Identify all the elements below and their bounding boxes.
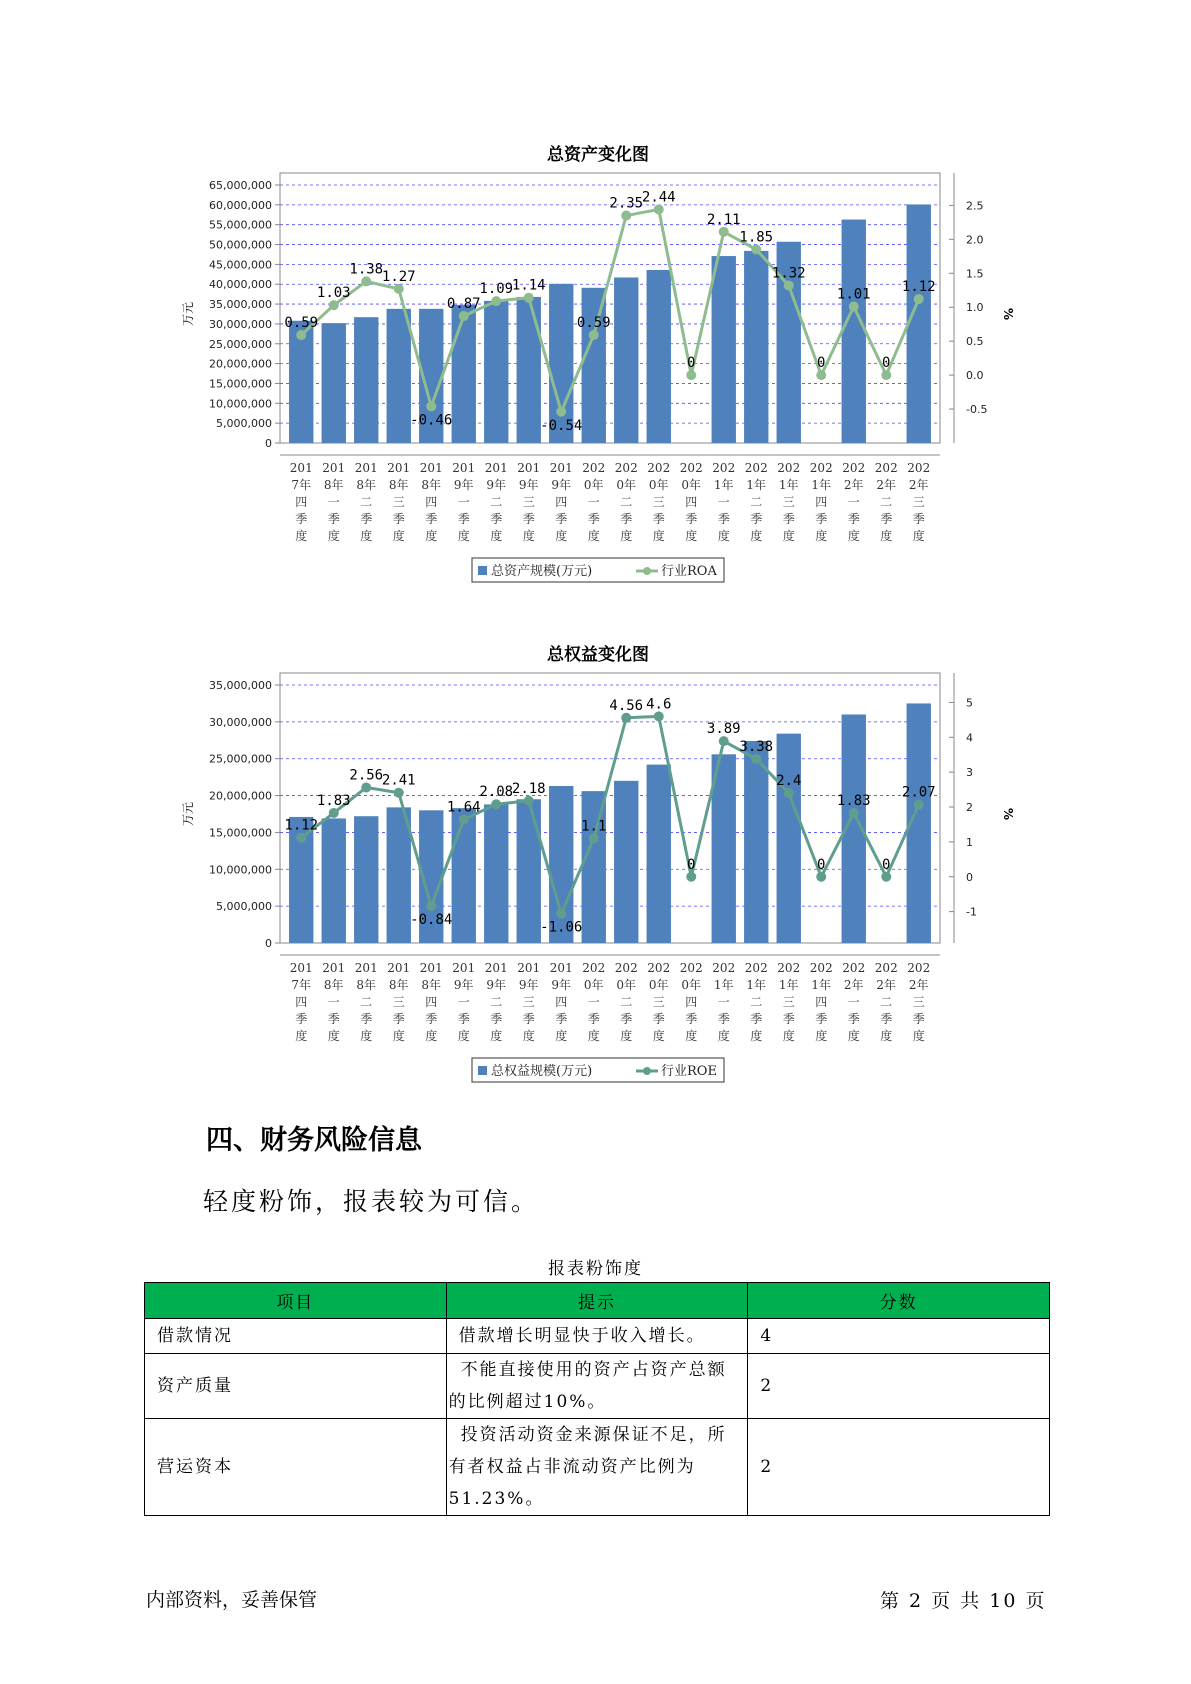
line-point <box>524 796 534 806</box>
x-tick-label <box>810 461 833 543</box>
footer-page-number: 第 2 页 共 10 页 <box>880 1590 1047 1612</box>
total-equity-chart-svg <box>0 630 1191 1100</box>
x-tick-label <box>517 461 540 543</box>
x-tick-label <box>485 961 508 1043</box>
x-tick-label <box>647 461 670 543</box>
line-point <box>589 330 599 340</box>
y-tick-label: 30,000,000 <box>209 317 272 331</box>
x-tick-label <box>582 961 605 1043</box>
legend-line-label: 行业ROA <box>661 564 717 579</box>
row-score: 4 <box>748 1319 1050 1354</box>
y2-tick-label: 0.0 <box>966 369 984 383</box>
x-tick-label <box>582 461 605 543</box>
data-label: 1.03 <box>316 285 351 302</box>
x-tick-label <box>842 961 865 1043</box>
y-tick-label: 0 <box>265 437 272 450</box>
y2-tick-label: 1.5 <box>966 267 984 281</box>
y-tick-label: 30,000,000 <box>209 715 272 729</box>
bar <box>744 741 768 943</box>
y2-tick-label: 2.5 <box>966 199 984 213</box>
plot-frame <box>280 173 940 443</box>
x-tick-label <box>387 961 410 1043</box>
data-label: -1.06 <box>540 919 583 936</box>
y-tick-label: 20,000,000 <box>209 789 272 803</box>
svg-text:2018年三季度: 201 8年三季度 <box>387 961 411 1043</box>
table-row <box>145 1419 1050 1516</box>
line-point <box>719 227 729 237</box>
x-tick-label <box>777 461 800 543</box>
table-row <box>145 1354 1050 1419</box>
bar <box>582 791 606 943</box>
line-point <box>556 909 566 919</box>
table-row <box>145 1319 1050 1354</box>
header-item: 项目 <box>145 1283 447 1319</box>
data-label: 0 <box>817 355 826 372</box>
y-tick-label: 60,000,000 <box>209 198 272 212</box>
bar <box>484 301 508 443</box>
svg-text:2022年三季度: 202 2年三季度 <box>907 461 931 543</box>
bar <box>582 288 606 443</box>
y-tick-label: 10,000,000 <box>209 397 272 411</box>
svg-text:2021年四季度: 202 1年四季度 <box>809 461 833 543</box>
data-label: 2.11 <box>706 211 741 228</box>
bar <box>452 808 476 943</box>
y-tick-label: 55,000,000 <box>209 218 272 232</box>
data-label: 0 <box>817 856 826 873</box>
line-point <box>849 808 859 818</box>
data-label: 4.56 <box>609 697 644 714</box>
y-tick-label: 5,000,000 <box>216 900 272 914</box>
line-point <box>784 280 794 290</box>
x-tick-label <box>712 461 735 543</box>
svg-text:2018年四季度: 201 8年四季度 <box>419 961 443 1043</box>
y2-tick-label: 2 <box>966 801 973 815</box>
x-tick-label <box>680 461 703 543</box>
data-label: 0 <box>882 355 891 372</box>
line-point <box>361 276 371 286</box>
line-point <box>296 330 306 340</box>
section-heading: 四、财务风险信息 <box>206 1125 422 1156</box>
y-tick-label: 10,000,000 <box>209 863 272 877</box>
svg-text:2018年二季度: 201 8年二季度 <box>354 961 378 1043</box>
line-point <box>816 872 826 882</box>
y-tick-label: 35,000,000 <box>209 679 272 692</box>
bar <box>842 220 866 443</box>
bar <box>354 816 378 943</box>
legend-line-marker <box>643 1067 651 1075</box>
svg-text:2019年一季度: 201 9年一季度 <box>452 461 476 543</box>
total-equity-chart <box>0 630 1191 1100</box>
data-label: 1.32 <box>771 265 806 282</box>
x-tick-label <box>387 461 410 543</box>
bar <box>354 317 378 443</box>
svg-text:2021年一季度: 202 1年一季度 <box>712 961 736 1043</box>
y-tick-label: 15,000,000 <box>209 377 272 391</box>
whitewash-table <box>144 1282 1050 1516</box>
header-hint: 提示 <box>446 1283 748 1319</box>
x-tick-label <box>777 961 800 1043</box>
data-label: 1.14 <box>511 277 546 294</box>
row-score: 2 <box>748 1354 1050 1419</box>
data-label: -0.84 <box>410 912 453 929</box>
row-hint: 投资活动资金来源保证不足，所有者权益占非流动资产比例为51.23%。 <box>446 1419 748 1516</box>
bar <box>517 297 541 443</box>
x-tick-label <box>485 461 508 543</box>
data-label: 2.07 <box>901 784 936 801</box>
line-point <box>394 284 404 294</box>
data-label: 1.83 <box>316 792 351 809</box>
data-label: 1.64 <box>446 799 481 816</box>
total-assets-chart <box>0 130 1191 600</box>
y2-tick-label: -0.5 <box>966 403 988 417</box>
x-tick-label <box>517 961 540 1043</box>
data-label: 1.01 <box>836 286 871 303</box>
x-tick-label <box>550 461 573 543</box>
data-label: 1.38 <box>349 261 384 278</box>
bar <box>744 251 768 443</box>
x-tick-label <box>420 461 443 543</box>
svg-text:2021年四季度: 202 1年四季度 <box>809 961 833 1043</box>
svg-text:2019年一季度: 201 9年一季度 <box>452 961 476 1043</box>
legend-bar-label: 总权益规模(万元) <box>491 1064 593 1079</box>
svg-text:2020年二季度: 202 0年二季度 <box>614 461 638 543</box>
line-point <box>329 300 339 310</box>
bar <box>647 765 671 943</box>
svg-text:2022年二季度: 202 2年二季度 <box>874 961 898 1043</box>
y-axis-label: 万元 <box>181 301 195 327</box>
line-point <box>491 799 501 809</box>
line-point <box>719 736 729 746</box>
x-tick-label <box>810 961 833 1043</box>
x-tick-label <box>680 961 703 1043</box>
x-tick-label <box>615 961 638 1043</box>
data-label: 0.87 <box>446 296 481 313</box>
svg-text:2020年四季度: 202 0年四季度 <box>679 961 703 1043</box>
data-label: 2.41 <box>381 772 416 789</box>
data-label: -0.46 <box>410 412 453 429</box>
data-label: 3.38 <box>739 738 774 755</box>
x-tick-label <box>745 461 768 543</box>
total-assets-chart-svg <box>0 130 1191 600</box>
y-tick-label: 15,000,000 <box>209 826 272 840</box>
svg-text:2018年二季度: 201 8年二季度 <box>354 461 378 543</box>
x-tick-label <box>322 961 345 1043</box>
bar <box>452 305 476 443</box>
data-label: 0.59 <box>576 315 611 332</box>
data-label: 1.27 <box>381 268 416 285</box>
x-tick-label <box>907 461 930 543</box>
line-point <box>881 370 891 380</box>
svg-text:2020年一季度: 202 0年一季度 <box>582 961 606 1043</box>
line-point <box>329 808 339 818</box>
risk-conclusion: 轻度粉饰，报表较为可信。 <box>203 1187 540 1216</box>
line-point <box>459 311 469 321</box>
legend-line-label: 行业ROE <box>661 1064 717 1079</box>
line-point <box>686 370 696 380</box>
chart-title: 总权益变化图 <box>547 645 649 665</box>
y-tick-label: 50,000,000 <box>209 238 272 252</box>
x-tick-label <box>907 961 930 1043</box>
y2-tick-label: 0 <box>966 870 973 884</box>
legend-line-marker <box>643 567 651 575</box>
bar <box>322 323 346 443</box>
x-tick-label <box>355 961 378 1043</box>
svg-text:2019年四季度: 201 9年四季度 <box>549 961 573 1043</box>
line-point <box>654 204 664 214</box>
x-tick-label <box>550 961 573 1043</box>
y2-tick-label: 2.0 <box>966 233 984 247</box>
x-tick-label <box>355 461 378 543</box>
data-label: 1.12 <box>901 279 936 296</box>
data-label: 1.09 <box>479 281 514 298</box>
line-point <box>556 407 566 417</box>
line-point <box>784 788 794 798</box>
line-point <box>751 245 761 255</box>
bar <box>712 256 736 443</box>
bar <box>322 818 346 943</box>
line-point <box>589 833 599 843</box>
svg-text:2017年四季度: 201 7年四季度 <box>289 961 313 1043</box>
line-point <box>491 296 501 306</box>
bar <box>484 804 508 943</box>
line-point <box>751 754 761 764</box>
svg-text:2022年三季度: 202 2年三季度 <box>907 961 931 1043</box>
bar <box>614 781 638 943</box>
svg-text:2020年三季度: 202 0年三季度 <box>647 961 671 1043</box>
line-point <box>459 815 469 825</box>
footer-confidential: 内部资料，妥善保管 <box>146 1589 318 1611</box>
x-tick-label <box>712 961 735 1043</box>
data-label: 2.08 <box>479 784 514 801</box>
data-label: 3.89 <box>706 721 741 738</box>
y-tick-label: 25,000,000 <box>209 337 272 351</box>
y-tick-label: 5,000,000 <box>216 417 272 431</box>
data-label: 0 <box>687 856 696 873</box>
bar <box>777 734 801 943</box>
y2-tick-label: 4 <box>966 731 973 745</box>
x-tick-label <box>290 461 313 543</box>
y2-axis-label: % <box>1001 807 1015 821</box>
data-label: 0 <box>687 355 696 372</box>
legend-bar-swatch <box>478 1066 487 1075</box>
data-label: 4.6 <box>646 696 672 713</box>
line-point <box>394 788 404 798</box>
y2-tick-label: 1 <box>966 835 973 849</box>
y-tick-label: 65,000,000 <box>209 179 272 192</box>
svg-text:2021年三季度: 202 1年三季度 <box>777 461 801 543</box>
svg-text:2022年二季度: 202 2年二季度 <box>874 461 898 543</box>
row-item: 营运资本 <box>145 1419 447 1516</box>
x-tick-label <box>875 961 898 1043</box>
line-point <box>524 293 534 303</box>
y2-tick-label: -1 <box>966 905 977 919</box>
data-label: 2.35 <box>609 195 644 212</box>
svg-text:2020年二季度: 202 0年二季度 <box>614 961 638 1043</box>
y-tick-label: 25,000,000 <box>209 752 272 766</box>
data-label: 1.85 <box>739 229 774 246</box>
y-tick-label: 45,000,000 <box>209 258 272 272</box>
svg-text:2021年二季度: 202 1年二季度 <box>744 461 768 543</box>
svg-text:2021年一季度: 202 1年一季度 <box>712 461 736 543</box>
y2-axis-label: % <box>1001 307 1015 321</box>
legend-bar-label: 总资产规模(万元) <box>491 564 593 579</box>
line-point <box>849 302 859 312</box>
line-point <box>881 872 891 882</box>
line-point <box>361 783 371 793</box>
line-point <box>296 833 306 843</box>
row-item: 借款情况 <box>145 1319 447 1354</box>
line-point <box>914 294 924 304</box>
legend-bar-swatch <box>478 566 487 575</box>
line-point <box>816 370 826 380</box>
y2-tick-label: 1.0 <box>966 301 984 315</box>
svg-text:2020年一季度: 202 0年一季度 <box>582 461 606 543</box>
y-axis-label: 万元 <box>181 801 195 827</box>
row-score: 2 <box>748 1419 1050 1516</box>
data-label: 0.59 <box>284 315 319 332</box>
row-hint: 借款增长明显快于收入增长。 <box>446 1319 748 1354</box>
svg-text:2018年一季度: 201 8年一季度 <box>322 961 346 1043</box>
svg-text:2019年四季度: 201 9年四季度 <box>549 461 573 543</box>
header-score: 分数 <box>748 1283 1050 1319</box>
row-hint: 不能直接使用的资产占资产总额的比例超过10%。 <box>446 1354 748 1419</box>
svg-text:2022年一季度: 202 2年一季度 <box>842 961 866 1043</box>
x-tick-label <box>615 461 638 543</box>
line-point <box>426 401 436 411</box>
y2-tick-label: 5 <box>966 696 973 710</box>
data-label: 1.83 <box>836 792 871 809</box>
bar <box>647 270 671 443</box>
bar <box>907 204 931 443</box>
data-label: 2.4 <box>776 773 802 790</box>
line-point <box>426 901 436 911</box>
svg-text:2019年二季度: 201 9年二季度 <box>484 461 508 543</box>
svg-text:2019年三季度: 201 9年三季度 <box>517 961 541 1043</box>
data-label: 0 <box>882 856 891 873</box>
table-header-row <box>145 1283 1050 1319</box>
y-tick-label: 0 <box>265 937 272 950</box>
row-item: 资产质量 <box>145 1354 447 1419</box>
svg-text:2018年三季度: 201 8年三季度 <box>387 461 411 543</box>
line-point <box>621 211 631 221</box>
x-tick-label <box>452 461 475 543</box>
y-tick-label: 35,000,000 <box>209 298 272 312</box>
bar <box>614 277 638 443</box>
x-tick-label <box>842 461 865 543</box>
data-label: 2.56 <box>349 767 384 784</box>
svg-text:2021年二季度: 202 1年二季度 <box>744 961 768 1043</box>
svg-text:2018年一季度: 201 8年一季度 <box>322 461 346 543</box>
line-point <box>654 711 664 721</box>
x-tick-label <box>647 961 670 1043</box>
x-tick-label <box>420 961 443 1043</box>
bar <box>387 309 411 443</box>
svg-text:2019年三季度: 201 9年三季度 <box>517 461 541 543</box>
data-label: 2.18 <box>511 780 546 797</box>
y-tick-label: 20,000,000 <box>209 357 272 371</box>
y2-tick-label: 3 <box>966 766 973 780</box>
chart-title: 总资产变化图 <box>547 145 649 165</box>
x-tick-label <box>322 461 345 543</box>
data-label: 1.1 <box>581 818 607 835</box>
y-tick-label: 40,000,000 <box>209 278 272 292</box>
data-label: 1.12 <box>284 817 319 834</box>
table-caption: 报表粉饰度 <box>548 1259 643 1279</box>
data-label: 2.44 <box>641 189 676 206</box>
line-point <box>914 800 924 810</box>
x-tick-label <box>875 461 898 543</box>
svg-text:2022年一季度: 202 2年一季度 <box>842 461 866 543</box>
data-label: -0.54 <box>540 417 583 434</box>
svg-text:2017年四季度: 201 7年四季度 <box>289 461 313 543</box>
y2-tick-label: 0.5 <box>966 335 984 349</box>
bar <box>517 799 541 943</box>
x-tick-label <box>290 961 313 1043</box>
svg-text:2019年二季度: 201 9年二季度 <box>484 961 508 1043</box>
svg-text:2021年三季度: 202 1年三季度 <box>777 961 801 1043</box>
svg-text:2020年三季度: 202 0年三季度 <box>647 461 671 543</box>
svg-text:2020年四季度: 202 0年四季度 <box>679 461 703 543</box>
x-tick-label <box>745 961 768 1043</box>
line-point <box>621 713 631 723</box>
line-point <box>686 872 696 882</box>
svg-text:2018年四季度: 201 8年四季度 <box>419 461 443 543</box>
x-tick-label <box>452 961 475 1043</box>
